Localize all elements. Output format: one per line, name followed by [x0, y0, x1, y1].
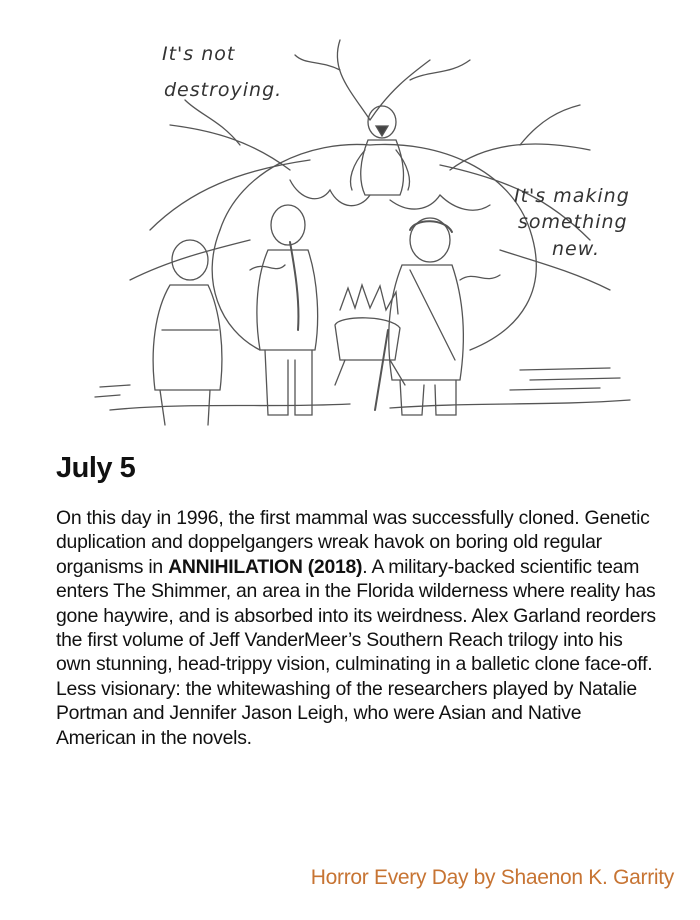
speech-right-line3: new.: [552, 238, 601, 260]
pencil-drawing: [90, 30, 650, 430]
entry-date: July 5: [56, 452, 136, 484]
speech-left-line2: destroying.: [164, 79, 283, 101]
speech-right-line1: It's making: [514, 185, 630, 207]
comic-illustration: [90, 30, 650, 430]
speech-right-line2: something: [518, 211, 628, 233]
film-title: ANNIHILATION (2018): [168, 555, 363, 578]
credit-line: Horror Every Day by Shaenon K. Garrity: [310, 866, 674, 889]
entry-text: [56, 506, 656, 750]
entry-text-part1: On this day in 1996, the first mammal was successfully cloned. Genetic duplication and doppelgangers wreak havok on boring old regular organisms in: [56, 507, 650, 578]
speech-left-line1: It's not: [162, 43, 236, 65]
entry-text-part2: . A military-backed scientific team enters The Shimmer, an area in the Florida wilderness where reality has gone haywire, and is absorbed into its weirdness. Alex Garland reorders the first volume of Jeff VanderMeer’s Southern Reach trilogy into his own stunning, head-trippy vision, culminating in a balletic clone face-off. Less visionary: the whitewashing of the researchers played by Natalie Portman and Jennifer Jason Leigh, who were Asian and Native American in the novels.: [56, 555, 656, 749]
